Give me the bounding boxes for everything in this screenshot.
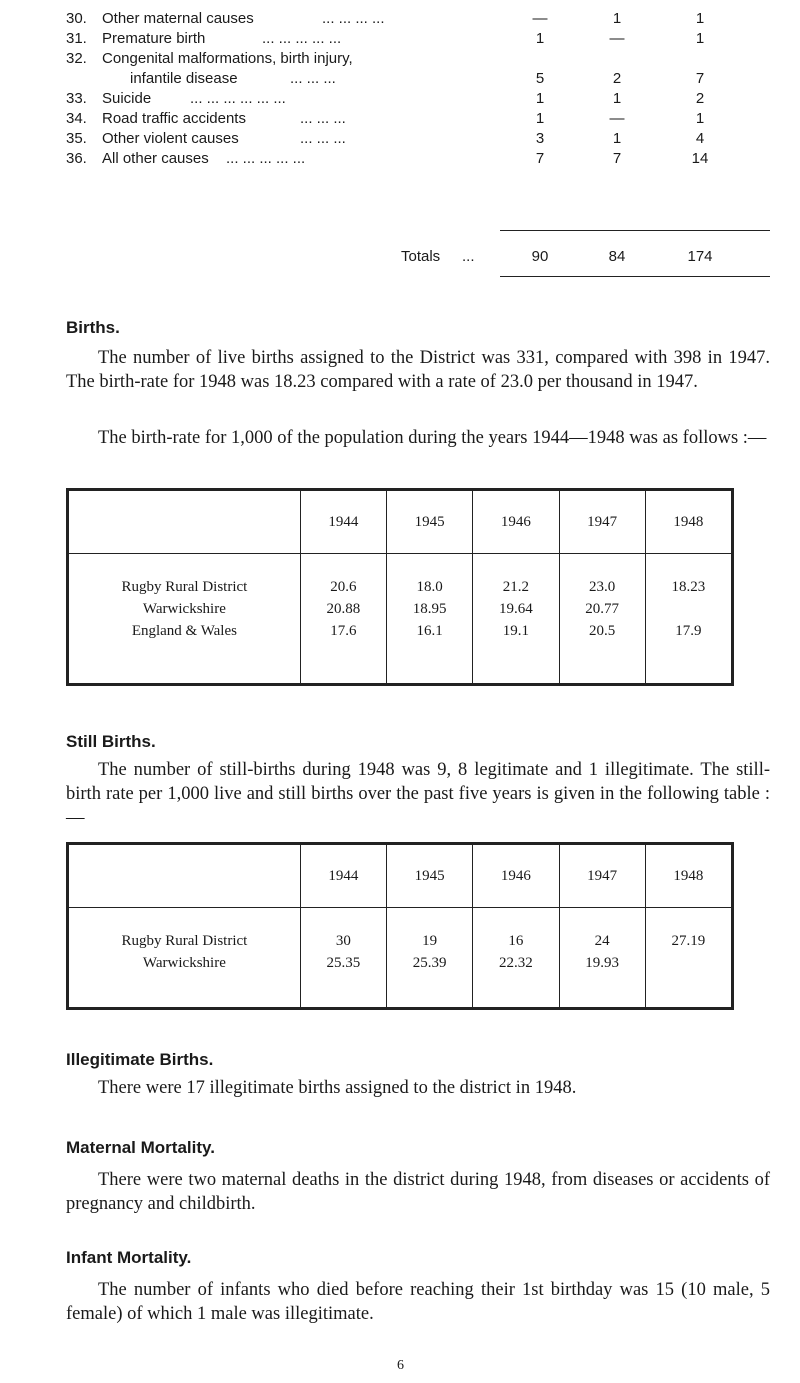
totals-total: 174 xyxy=(687,248,713,265)
cause-total: 1 xyxy=(695,10,705,27)
cause-label: Premature birth xyxy=(102,30,206,47)
still-col-1944 xyxy=(300,908,386,1009)
birth-col-1948 xyxy=(645,554,732,685)
cause-label: Suicide xyxy=(102,90,152,107)
cause-number: 36. xyxy=(66,150,87,167)
still-year-1944: 1944 xyxy=(300,844,386,908)
cause-total: 1 xyxy=(695,30,705,47)
table-cell: 25.39 xyxy=(412,955,447,971)
table-cell: 18.0 xyxy=(416,579,443,595)
birth-area-england-wales: England & Wales xyxy=(131,623,237,639)
still-birth-table xyxy=(66,842,734,1010)
birth-year-1946: 1946 xyxy=(473,490,559,554)
cause-row xyxy=(0,30,800,50)
still-col-1948 xyxy=(645,908,732,1009)
cause-total: 14 xyxy=(691,150,709,167)
birth-rate-table xyxy=(66,488,734,686)
cause-total: 7 xyxy=(695,70,705,87)
birth-col-1944 xyxy=(300,554,386,685)
still-col-1947 xyxy=(559,908,645,1009)
cause-total: 2 xyxy=(695,90,705,107)
cause-row xyxy=(0,150,800,170)
cause-dots: ... ... ... xyxy=(290,70,336,87)
table-cell: 20.88 xyxy=(326,601,361,617)
still-births-paragraph: The number of still-births during 1948 was 9, 8 legitimate and 1 illegitimate. The still-birth rate per 1,000 live and still births over the past five years is given in the following table :— xyxy=(66,760,770,828)
table-cell: 16 xyxy=(508,933,524,949)
table-cell: 19.64 xyxy=(499,601,533,617)
table-cell: 16.1 xyxy=(416,623,443,639)
birth-area-warwickshire: Warwickshire xyxy=(142,601,226,617)
cause-row xyxy=(0,110,800,130)
cause-total: 4 xyxy=(695,130,705,147)
table-cell: 21.2 xyxy=(502,579,529,595)
table-cell xyxy=(646,952,731,974)
birth-area-names xyxy=(68,554,301,685)
cause-row xyxy=(0,10,800,30)
cause-female: 2 xyxy=(612,70,622,87)
totals-label: Totals xyxy=(401,248,441,265)
maternal-paragraph: There were two maternal deaths in the district during 1948, from diseases or accidents of pregnancy and childbirth. xyxy=(66,1170,770,1214)
table-cell: 19.1 xyxy=(502,623,529,639)
table-cell: 20.6 xyxy=(330,579,357,595)
still-col-1946 xyxy=(473,908,559,1009)
cause-row xyxy=(0,70,800,90)
totals-top-rule xyxy=(500,230,770,231)
cause-female: — xyxy=(609,30,625,47)
infant-paragraph: The number of infants who died before reaching their 1st birthday was 15 (10 male, 5 female) of which 1 male was illegitimate. xyxy=(66,1280,770,1324)
birth-col-1946 xyxy=(473,554,559,685)
cause-female: 1 xyxy=(612,10,622,27)
table-cell: 22.32 xyxy=(499,955,533,971)
cause-label: Other maternal causes xyxy=(102,10,254,27)
cause-male: — xyxy=(532,10,548,27)
cause-female: 7 xyxy=(612,150,622,167)
cause-number: 34. xyxy=(66,110,87,127)
still-area-warwickshire: Warwickshire xyxy=(142,955,226,971)
cause-dots: ... ... ... ... ... xyxy=(226,150,306,167)
totals-row xyxy=(0,248,800,268)
totals-bottom-rule xyxy=(500,276,770,277)
table-cell: 20.5 xyxy=(588,623,616,639)
totals-female: 84 xyxy=(608,248,626,265)
still-year-1947: 1947 xyxy=(559,844,645,908)
births-paragraph-2: The birth-rate for 1,000 of the population during the years 1944—1948 was as follows :— xyxy=(98,428,767,448)
cause-row xyxy=(0,90,800,110)
cause-dots: ... ... ... ... ... ... xyxy=(190,90,286,107)
table-cell: 24 xyxy=(594,933,610,949)
still-year-1945: 1945 xyxy=(387,844,473,908)
cause-male: 3 xyxy=(535,130,545,147)
birth-col-1947 xyxy=(559,554,645,685)
birth-year-1947: 1947 xyxy=(559,490,645,554)
cause-female: 1 xyxy=(612,130,622,147)
birth-year-1944: 1944 xyxy=(300,490,386,554)
cause-male: 5 xyxy=(535,70,545,87)
cause-dots: ... ... ... ... xyxy=(322,10,385,27)
table-cell: 19.93 xyxy=(585,955,619,971)
cause-male: 1 xyxy=(535,110,545,127)
cause-dots: ... ... ... xyxy=(300,130,346,147)
birth-year-1945: 1945 xyxy=(387,490,473,554)
cause-dots: ... ... ... ... ... xyxy=(262,30,342,47)
cause-row xyxy=(0,50,800,70)
cause-label: Road traffic accidents xyxy=(102,110,246,127)
cause-dots: ... ... ... xyxy=(300,110,346,127)
birth-area-rugby: Rugby Rural District xyxy=(121,579,248,595)
totals-dots: ... xyxy=(462,248,475,265)
table-cell: 18.95 xyxy=(412,601,447,617)
cause-number: 35. xyxy=(66,130,87,147)
page-number: 6 xyxy=(397,1358,404,1373)
cause-male: 1 xyxy=(535,90,545,107)
birth-table-corner xyxy=(68,490,301,554)
cause-label: Other violent causes xyxy=(102,130,239,147)
cause-label: Congenital malformations, birth injury, xyxy=(102,50,353,67)
maternal-heading: Maternal Mortality. xyxy=(66,1138,215,1157)
table-cell: 18.23 xyxy=(671,579,706,595)
table-cell: 30 xyxy=(335,933,351,949)
still-col-1945 xyxy=(387,908,473,1009)
illegitimate-paragraph: There were 17 illegitimate births assigned to the district in 1948. xyxy=(98,1078,577,1098)
table-cell: 25.35 xyxy=(326,955,361,971)
table-cell: 23.0 xyxy=(588,579,616,595)
still-area-rugby: Rugby Rural District xyxy=(121,933,248,949)
still-births-heading: Still Births. xyxy=(66,732,156,751)
table-cell xyxy=(646,598,731,620)
cause-label: infantile disease xyxy=(130,70,238,87)
cause-female: — xyxy=(609,110,625,127)
cause-male: 1 xyxy=(535,30,545,47)
cause-label: All other causes xyxy=(102,150,209,167)
cause-number: 32. xyxy=(66,50,87,67)
cause-total: 1 xyxy=(695,110,705,127)
still-year-1946: 1946 xyxy=(473,844,559,908)
births-paragraph-1: The number of live births assigned to the District was 331, compared with 398 in 1947. The birth-rate for 1948 was 18.23 compared with a rate of 23.0 per thousand in 1947. xyxy=(66,348,770,392)
table-cell: 19 xyxy=(422,933,438,949)
totals-male: 90 xyxy=(531,248,549,265)
birth-col-1945 xyxy=(387,554,473,685)
still-table-corner xyxy=(68,844,301,908)
table-cell: 27.19 xyxy=(671,933,706,949)
births-heading: Births. xyxy=(66,318,120,337)
cause-number: 31. xyxy=(66,30,87,47)
infant-heading: Infant Mortality. xyxy=(66,1248,192,1267)
still-area-names xyxy=(68,908,301,1009)
cause-number: 30. xyxy=(66,10,87,27)
table-cell: 17.9 xyxy=(675,623,702,639)
cause-male: 7 xyxy=(535,150,545,167)
table-cell: 20.77 xyxy=(585,601,619,617)
cause-female: 1 xyxy=(612,90,622,107)
cause-number: 33. xyxy=(66,90,87,107)
birth-year-1948: 1948 xyxy=(645,490,732,554)
still-year-1948: 1948 xyxy=(645,844,732,908)
cause-row xyxy=(0,130,800,150)
illegitimate-heading: Illegitimate Births. xyxy=(66,1050,214,1069)
table-cell: 17.6 xyxy=(330,623,357,639)
